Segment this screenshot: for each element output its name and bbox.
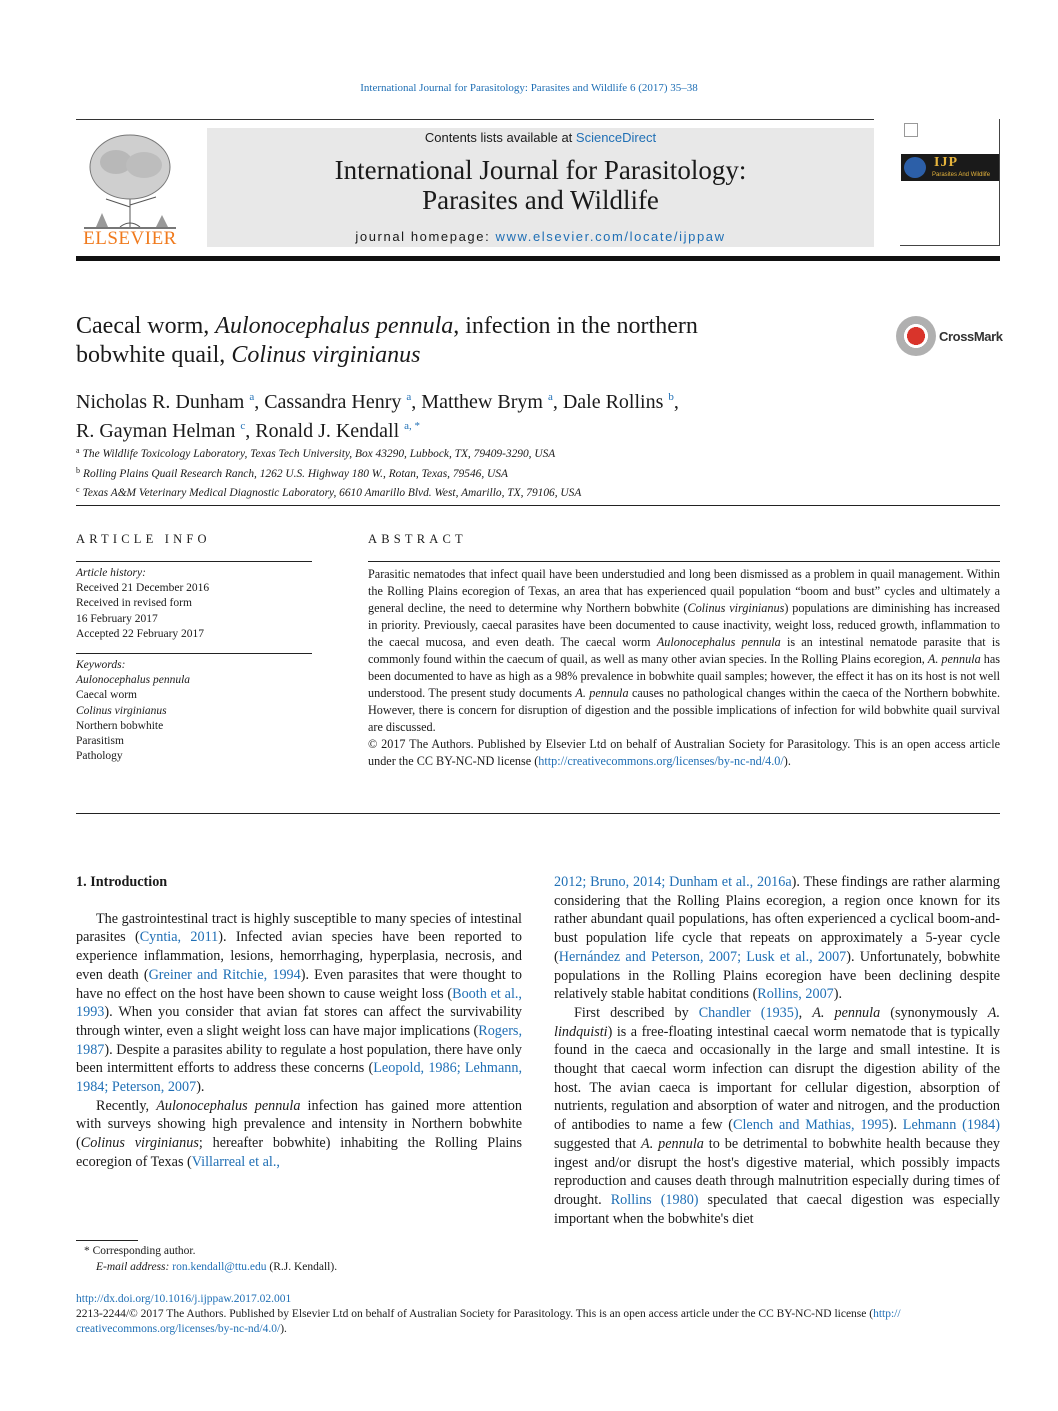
citation-link[interactable]: Booth et al., 1993 (76, 985, 522, 1021)
divider (368, 561, 1000, 562)
body-paragraph (554, 1004, 1000, 1228)
keywords-label: Keywords: (76, 659, 126, 672)
footer-license (76, 1307, 1000, 1337)
affiliation-key: b (76, 465, 80, 475)
spacer (76, 892, 522, 910)
author-name: Ronald J. Kendall (255, 420, 400, 442)
history-item: Received in revised form (76, 597, 192, 610)
email-label: E-mail address: (96, 1260, 173, 1273)
keyword: Pathology (76, 750, 123, 763)
divider (76, 561, 312, 562)
author-name: Nicholas R. Dunham (76, 391, 245, 413)
divider (76, 813, 1000, 814)
license-text: ). (783, 754, 791, 768)
license-text: 2213-2244/© 2017 The Authors. Published by Elsevier Ltd on behalf of Australian Society for Parasitology. This is an open access article under the CC BY-NC-ND license ( (76, 1308, 874, 1320)
homepage-line (207, 229, 874, 244)
divider (76, 505, 1000, 506)
citation-link[interactable]: Villarreal et al., (191, 1153, 280, 1170)
citation-link[interactable]: Rollins, 2007 (757, 986, 834, 1003)
email-line (76, 1260, 522, 1276)
crossmark-label[interactable]: CrossMark (939, 329, 1003, 344)
left-column (76, 873, 522, 1172)
citation-link[interactable]: Clench and Mathias, 1995 (733, 1117, 889, 1134)
species-name: Aulonocephalus pennula (156, 1097, 301, 1114)
crossmark-icon[interactable] (896, 316, 936, 356)
contents-line (207, 130, 874, 145)
history-item: Received 21 December 2016 (76, 582, 210, 595)
body-text: ). These findings are rather alarming considering that the Rolling Plains ecoregion, a region once known for its rather abundant quail populations, has often experienced a cyclical boom-and-bust population life cycle that repeats on approximately a 5-year cycle ( (554, 874, 1000, 965)
footnote (76, 1244, 522, 1275)
author-separator: , (673, 391, 679, 413)
title-text: Caecal worm, (76, 313, 216, 339)
citation-link[interactable]: Hernández and Peterson, 2007; Lusk et al., 2007 (558, 948, 847, 965)
citation-link[interactable]: 2012; Bruno, 2014; Dunham et al., 2016a (554, 874, 792, 890)
species-name: A. pennula (812, 1004, 881, 1021)
title-text: bobwhite quail, (76, 342, 232, 368)
author-affiliation-mark[interactable]: a, * (404, 420, 421, 432)
body-text: ). Even parasites that were thought to have no effect on the host have been shown to cause weight loss ( (76, 966, 522, 1002)
globe-icon (904, 157, 926, 178)
body-text: ). (196, 1079, 205, 1096)
abstract-text: causes no pathological changes within the caeca of the Northern bobwhite. However, there is concern for disruption of digestion and the possible implications of infection for wild bobwhite quail survival are discussed. (368, 686, 1001, 734)
article-info (76, 566, 312, 764)
citation-link[interactable]: Greiner and Ritchie, 1994 (148, 966, 301, 983)
author-list (76, 385, 936, 443)
abstract-text: ) populations are diminishing has increased in priority. Previously, caecal parasites have been documented to cause inactivity, weight loss, reduced growth, inflammation to the caecal mucosa, and even death. The caecal worm (368, 601, 1000, 649)
citation-link[interactable]: Cyntia, 2011 (139, 929, 219, 946)
keyword: Parasitism (76, 735, 124, 748)
divider (76, 653, 312, 654)
species-name: A. lindquisti (554, 1004, 1001, 1040)
abstract-species: Colinus virginianus (687, 601, 785, 615)
history-item: 16 February 2017 (76, 612, 158, 625)
author-name: Dale Rollins (562, 391, 664, 413)
abstract-paragraph (368, 566, 1000, 736)
masthead-bottom-rule (76, 256, 1000, 261)
author-affiliation-mark[interactable]: a (406, 391, 412, 403)
abstract-heading: ABSTRACT (368, 532, 467, 546)
journal-title-line1: International Journal for Parasitology: (334, 155, 747, 185)
citation-link[interactable]: Leopold, 1986; Lehmann, 1984; Peterson, 2007 (76, 1060, 522, 1096)
citation-link[interactable]: Rogers, 1987 (76, 1022, 522, 1058)
author-separator: , (411, 391, 422, 413)
email-name: (R.J. Kendall). (266, 1260, 338, 1273)
right-column (554, 873, 1000, 1228)
citation-link[interactable]: Rollins (1980) (610, 1191, 699, 1208)
body-text: , (798, 1004, 813, 1021)
footnote-rule (76, 1240, 138, 1241)
abstract-text: has been documented to have as high as a 98% prevalence in bobwhite quail samples; however, the effect it has on its host is not well understood. The present study documents (368, 652, 1000, 700)
title-species: Aulonocephalus pennula (215, 313, 454, 339)
license-link[interactable]: http://creativecommons.org/licenses/by-nc-nd/4.0/ (538, 754, 784, 768)
keywords-list (76, 673, 312, 764)
history-label: Article history: (76, 567, 146, 579)
species-name: A. pennula (641, 1135, 704, 1152)
affiliation-key: c (76, 485, 80, 494)
body-paragraph (554, 873, 1000, 1004)
article-info-heading: ARTICLE INFO (76, 532, 211, 546)
license-text: ). (280, 1323, 287, 1335)
page-footer (76, 1292, 1000, 1337)
keyword: Northern bobwhite (76, 719, 164, 732)
author-affiliation-mark[interactable]: a (249, 391, 255, 403)
author-name: R. Gayman Helman (76, 420, 236, 442)
homepage-link[interactable]: www.elsevier.com/locate/ijppaw (495, 229, 726, 244)
body-text: ). When you consider that avian fat stores can affect the survivability through winter, even a slight weight loss can have major implications ( (76, 1004, 522, 1039)
doi-link[interactable]: http://dx.doi.org/10.1016/j.ijppaw.2017.02.001 (76, 1293, 292, 1305)
elsevier-wordmark: ELSEVIER (83, 228, 177, 249)
ijp-logo-subtitle: Parasites And Wildlife (932, 172, 991, 178)
journal-title (207, 155, 874, 215)
body-text: ). Infected avian species have been reported to experience inflammation, lesions, hemorrhaging, hyperplasia, necrosis, and even death ( (76, 929, 522, 983)
history-item: Accepted 22 February 2017 (76, 627, 205, 640)
body-text: ). (888, 1117, 903, 1134)
body-paragraph (76, 1097, 522, 1172)
affiliation-text: The Wildlife Toxicology Laboratory, Texas Tech University, Box 43290, Lubbock, TX, 79409-3290, USA (82, 448, 556, 460)
author-separator: , (245, 420, 256, 442)
author-separator: , (552, 391, 563, 413)
citation-link[interactable]: Lehmann (1984) (902, 1117, 1000, 1134)
affiliation-text: Texas A&M Veterinary Medical Diagnostic Laboratory, 6610 Amarillo Blvd. West, Amarillo, TX, 79106, USA (82, 487, 582, 499)
citation-link[interactable]: Chandler (1935) (698, 1004, 799, 1021)
sciencedirect-link[interactable]: ScienceDirect (575, 130, 657, 145)
abstract-text: Parasitic nematodes that infect quail have been understudied and long been dismissed as a problem in quail management. Within the Rolling Plains ecoregion of Texas, an area that has experienced quail population “boom and bust” cycles and ultimately a general decline, the need to determine why Northern bobwhite ( (368, 567, 1000, 615)
body-text: ). Despite a parasites ability to regulate a host population, there have only been intermittent efforts to address these concerns ( (76, 1041, 522, 1077)
section-title: 1. Introduction (76, 874, 168, 890)
author-name: Matthew Brym (421, 391, 543, 413)
body-text: ). Unfortunately, bobwhite populations in the Rolling Plains ecoregion have been declining despite relatively stable habitat conditions ( (554, 948, 1000, 1003)
affiliation (76, 482, 956, 502)
keyword: Aulonocephalus pennula (76, 674, 191, 687)
license-text: © 2017 The Authors. Published by Elsevier Ltd on behalf of Australian Society for Parasitology. This is an open access article under the CC BY-NC-ND license ( (368, 737, 1000, 768)
abstract-species: A. pennula (575, 686, 629, 700)
affiliations (76, 443, 956, 502)
license-link[interactable]: http:// (873, 1308, 901, 1320)
author-affiliation-mark[interactable]: c (240, 420, 246, 432)
abstract-license (368, 736, 1000, 770)
affiliation (76, 463, 956, 483)
body-text: speculated that caecal digestion was especially important when the bobwhite's diet (554, 1191, 1000, 1227)
ijp-logo-text: IJP (934, 155, 958, 170)
email-link[interactable]: ron.kendall@ttu.edu (172, 1260, 267, 1273)
body-text: The gastrointestinal tract is highly susceptible to many species of intestinal parasites ( (76, 910, 522, 946)
masthead-top-rule (76, 119, 874, 120)
affiliation-key: a (76, 446, 80, 455)
running-head[interactable]: International Journal for Parasitology: Parasites and Wildlife 6 (2017) 35–38 (360, 82, 698, 94)
species-name: Colinus virginianus (80, 1135, 199, 1152)
body-text: ) is a free-floating intestinal caecal worm nematode that is typically found in the caeca and occasionally in the large and small intestine. It is thought that caecal worm infection can disrupt the digestion ability of the host. The avian caeca is important for cellular digestion, absorption of nutrients, regulation and absorption of water and nitrogen, and the production of antibodies to name a few ( (554, 1023, 1000, 1134)
body-text: First described by (574, 1004, 699, 1021)
affiliation-text: Rolling Plains Quail Research Ranch, 1262 U.S. Highway 180 W., Rotan, Texas, 79546, USA (83, 467, 508, 480)
body-text: ). (833, 986, 843, 1003)
journal-title-line2: Parasites and Wildlife (422, 185, 659, 215)
author-affiliation-mark[interactable]: b (668, 391, 674, 403)
body-text: Recently, (96, 1097, 157, 1114)
ijp-cover-logo (901, 154, 999, 181)
article-title (76, 312, 856, 370)
abstract-body (368, 566, 1000, 770)
body-text: (synonymously (880, 1004, 988, 1021)
keyword: Caecal worm (76, 689, 137, 702)
author-separator: , (254, 391, 265, 413)
author-affiliation-mark[interactable]: a (547, 391, 553, 403)
corresponding-author: * Corresponding author. (84, 1245, 196, 1257)
author-name: Cassandra Henry (264, 391, 402, 413)
body-text: suggested that (554, 1135, 642, 1152)
abstract-species: A. pennula (927, 652, 981, 666)
body-text: ; hereafter bobwhite) inhabiting the Rolling Plains ecoregion of Texas ( (76, 1135, 522, 1170)
history-list (76, 581, 312, 642)
contents-prefix: Contents lists available at (424, 130, 576, 145)
body-text: infection has gained more attention with surveys showing high prevalence and intensity in Northern bobwhite ( (76, 1097, 522, 1152)
title-text: , infection in the northern (453, 313, 698, 339)
title-species: Colinus virginianus (231, 342, 421, 368)
license-link[interactable]: creativecommons.org/licenses/by-nc-nd/4.0/ (76, 1323, 281, 1335)
keyword: Colinus virginianus (76, 704, 167, 717)
journal-cover[interactable] (900, 119, 1000, 246)
body-text: to be detrimental to bobwhite health because they ingest and/or disrupt the host's digestive material, which possibly impacts reproduction and causes death through malnutrition especially during times of drought. (554, 1135, 1001, 1208)
body-paragraph (76, 910, 522, 1097)
cover-thumbnail-icon (904, 123, 918, 137)
homepage-prefix: journal homepage: (355, 229, 496, 244)
abstract-text: is an intestinal nematode parasite that is commonly found within the caecum of quail, as well as many other avian species. In the Rolling Plains ecoregion, (368, 635, 1000, 666)
abstract-species: Aulonocephalus pennula (656, 635, 781, 649)
affiliation (76, 443, 956, 463)
